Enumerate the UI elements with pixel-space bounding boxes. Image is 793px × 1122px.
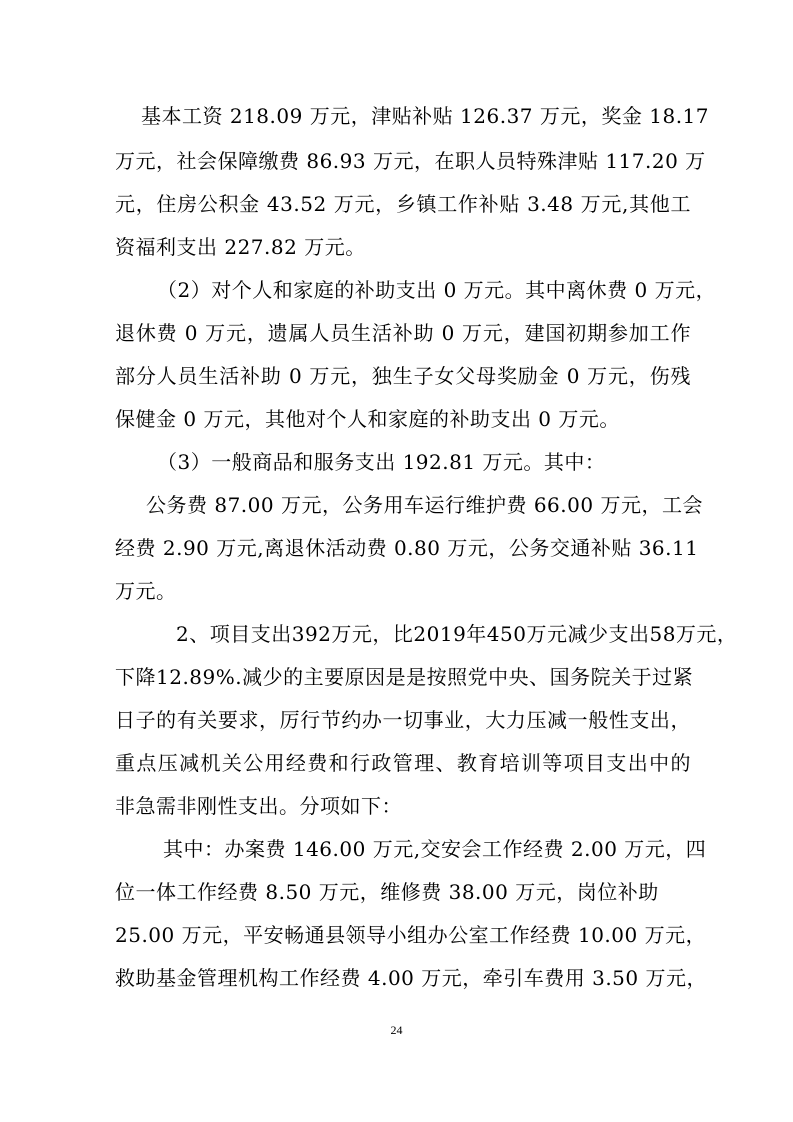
paragraph-line: 公务费 87.00 万元，公务用车运行维护费 66.00 万元，工会 <box>146 493 703 517</box>
paragraph-line: 重点压减机关公用经费和行政管理、教育培训等项目支出中的 <box>115 751 691 775</box>
paragraph-line: 经费 2.90 万元,离退休活动费 0.80 万元，公务交通补贴 36.11 <box>115 536 699 560</box>
paragraph-line: 2、项目支出392万元，比2019年450万元减少支出58万元， <box>176 622 738 646</box>
paragraph-line: 部分人员生活补助 0 万元，独生子女父母奖励金 0 万元，伤残 <box>115 364 691 388</box>
paragraph-line: （3）一般商品和服务支出 192.81 万元。其中： <box>157 450 606 474</box>
paragraph-line: 非急需非刚性支出。分项如下： <box>115 794 402 818</box>
paragraph-line: 元，住房公积金 43.52 万元，乡镇工作补贴 3.48 万元,其他工 <box>115 192 691 216</box>
paragraph-line: 退休费 0 万元，遗属人员生活补助 0 万元，建国初期参加工作 <box>115 321 691 345</box>
paragraph-line: 保健金 0 万元，其他对个人和家庭的补助支出 0 万元。 <box>115 407 620 431</box>
paragraph-line: 救助基金管理机构工作经费 4.00 万元，牵引车费用 3.50 万元， <box>115 966 707 990</box>
paragraph-line: 日子的有关要求，厉行节约办一切事业，大力压减一般性支出， <box>115 708 691 732</box>
paragraph-line: 位一体工作经费 8.50 万元，维修费 38.00 万元，岗位补助 <box>115 880 659 904</box>
paragraph-line: 万元。 <box>115 579 177 603</box>
paragraph-line: （2）对个人和家庭的补助支出 0 万元。其中离休费 0 万元， <box>157 278 717 302</box>
paragraph-line: 资福利支出 227.82 万元。 <box>115 235 366 259</box>
page-number: 24 <box>390 1023 403 1037</box>
paragraph-line: 万元，社会保障缴费 86.93 万元，在职人员特殊津贴 117.20 万 <box>115 149 706 173</box>
paragraph-line: 其中：办案费 146.00 万元,交安会工作经费 2.00 万元，四 <box>163 837 707 861</box>
paragraph-line: 25.00 万元，平安畅通县领导小组办公室工作经费 10.00 万元， <box>115 923 707 947</box>
paragraph-line: 基本工资 218.09 万元，津贴补贴 126.37 万元，奖金 18.17 <box>141 104 710 128</box>
paragraph-line: 下降12.89%.减少的主要原因是是按照党中央、国务院关于过紧 <box>115 665 694 689</box>
